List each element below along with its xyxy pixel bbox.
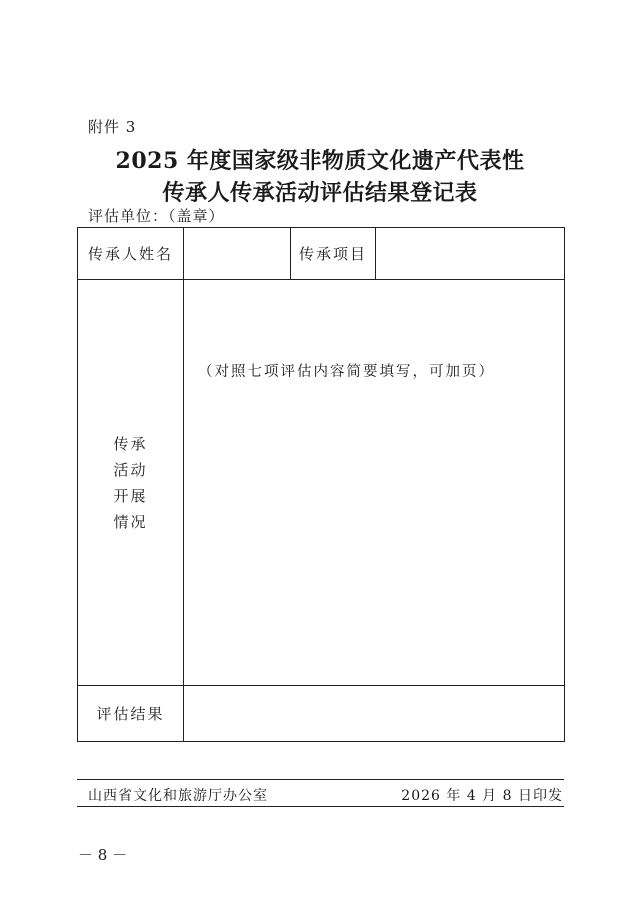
inheritor-name-field[interactable] [184,228,291,280]
table-row-result [78,686,565,742]
eval-unit-label: 评估单位：（盖章） [88,207,225,225]
footer-rule-top [77,779,564,780]
issue-date: 2026 年 4 月 8 日印发 [401,788,563,804]
attachment-label: 附件 3 [88,118,137,136]
project-label: 传承项目 [291,228,376,280]
inheritor-name-label: 传承人姓名 [78,228,184,280]
footer-rule-bottom [77,806,564,807]
title-line-1: 2025 年度国家级非物质文化遗产代表性 [115,148,525,174]
registration-table [77,227,565,742]
activity-label [78,280,184,686]
activity-field[interactable] [184,280,565,686]
activity-label-line-4: 情况 [113,512,148,531]
project-field[interactable] [376,228,565,280]
page-number: － 8 － [78,846,128,864]
activity-note: （对照七项评估内容简要填写，可加页） [198,364,495,380]
table-row-activity [78,280,565,686]
activity-label-line-3: 开展 [113,486,148,505]
activity-label-line-2: 活动 [113,460,148,479]
table-row-header [78,228,565,280]
footer [88,785,563,805]
result-label: 评估结果 [78,686,184,742]
activity-label-line-1: 传承 [113,434,148,453]
issuer: 山西省文化和旅游厅办公室 [88,788,268,804]
result-field[interactable] [184,686,565,742]
title-line-2: 传承人传承活动评估结果登记表 [162,180,478,206]
